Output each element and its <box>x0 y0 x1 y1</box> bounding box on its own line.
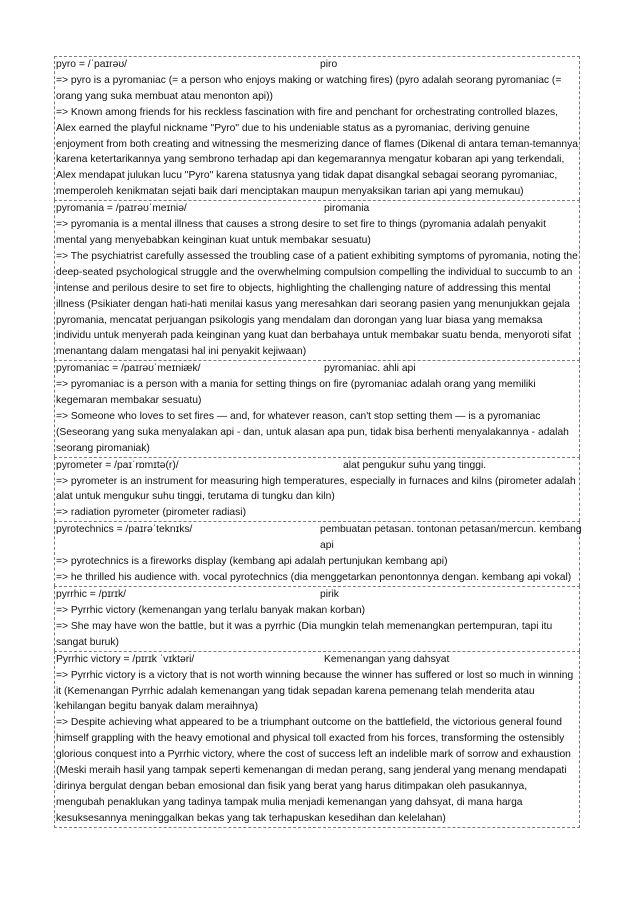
vocab-entry <box>54 360 580 456</box>
entry-headword <box>56 587 578 603</box>
example-sentence: => Pyrrhic victory (kemenangan yang terlalu banyak makan korban) <box>56 605 366 616</box>
entry-headword <box>56 57 578 73</box>
headword-pronunciation: pyrometer = /paɪˈrɒmɪtə(r)/ <box>56 459 179 471</box>
vocab-entry <box>54 457 580 522</box>
vocab-entry <box>54 651 580 828</box>
headword-pronunciation: pyrotechnics = /paɪrəˈteknɪks/ <box>56 524 193 536</box>
entry-headword <box>56 201 578 217</box>
example-sentence: => Known among friends for his reckless fascination with fire and penchant for orchestrating controlled blazes, Alex earned the playful nickname "Pyro" due to his undeniable status as a pyromaniac, deriving genuine enjoyment from both creating and witnessing the mesmerizing dance of flames (Dikenal di antara teman-temannya karena ketertarikannya yang sembrono terhadap api dan kegemarannya mengatur kobaran api yang terkendali, Alex mendapat julukan lucu "Pyro" karena statusnya yang tidak dapat disangkal sebagai seorang pyromaniac, memperoleh kenikmatan sejati baik dari menciptakan maupun menyaksikan tarian api yang memukau) <box>56 106 578 198</box>
example-sentence: => Despite achieving what appeared to be a triumphant outcome on the battlefield, the victorious general found himself grappling with the heavy emotional and physical toll exacted from his forces, transforming the ostensibly glorious conquest into a Pyrrhic victory, where the cost of success left an indelible mark of sorrow and exhaustion (Meski meraih hasil yang tampak seperti kemenangan di medan perang, sang jenderal yang menang mendapati dirinya bergulat dengan beban emosional dan fisik yang berat yang harus ditimpakan oleh pasukannya, mengubah penaklukan yang tadinya tampak mulia menjadi kemenangan yang dahsyat, di mana harga kesuksesannya meninggalkan bekas yang tak terhapuskan kesedihan dan kelelahan) <box>56 717 571 824</box>
headword-translation: Kemenangan yang dahsyat <box>324 653 450 665</box>
vocab-entry <box>54 56 580 200</box>
example-sentence: => pyromaniac is a person with a mania for setting things on fire (pyromaniac adalah orang yang memiliki kegemaran membakar sesuatu) <box>56 379 536 407</box>
example-sentence: => radiation pyrometer (pirometer radiasi) <box>56 507 246 519</box>
example-sentence: => pyrometer is an instrument for measuring high temperatures, especially in furnaces and kilns (pirometer adalah alat untuk mengukur suhu tinggi, terutama di tungku dan kiln) <box>56 475 576 503</box>
example-sentence: => pyrotechnics is a fireworks display (kembang api adalah pertunjukan kembang api) <box>56 556 448 568</box>
example-sentence: => The psychiatrist carefully assessed the troubling case of a patient exhibiting symptoms of pyromania, noting the deep-seated psychological struggle and the overwhelming compulsion compelling the individual to succumb to an intense and perilous desire to set fire to objects, highlighting the challenging nature of addressing this mental illness (Psikiater dengan hati-hati menilai kasus yang meresahkan dari seorang pasien yang menunjukkan gejala pyromania, mencatat perjuangan psikologis yang mendalam dan dorongan yang luar biasa yang memaksa individu untuk menyerah pada keinginan yang kuat dan berbahaya untuk membakar suatu benda, menyoroti sifat menantang dalam mengatasi hal ini penyakit kejiwaan) <box>56 250 578 358</box>
entry-headword <box>56 522 582 554</box>
entry-headword <box>56 361 578 377</box>
example-sentence: => Someone who loves to set fires — and, for whatever reason, can't stop setting them — is a pyromaniac (Seseorang yang suka menyalakan api - dan, untuk alasan apa pun, tidak bisa berhenti menyalakannya - adalah seorang piromaniak) <box>56 410 569 454</box>
example-sentence: => pyro is a pyromaniac (= a person who enjoys making or watching fires) (pyro adalah seorang pyromaniac (= orang yang suka membuat atau menonton api)) <box>56 74 562 102</box>
headword-pronunciation: pyro = /ˈpaɪrəʊ/ <box>56 59 128 70</box>
vocab-entry <box>54 586 580 651</box>
headword-translation: piromania <box>324 203 370 215</box>
headword-translation: alat pengukur suhu yang tinggi. <box>343 459 487 471</box>
example-sentence: => She may have won the battle, but it was a pyrrhic (Dia mungkin telah memenangkan pertempuran, tapi itu sangat buruk) <box>56 620 553 648</box>
vocab-entry <box>54 521 580 586</box>
headword-translation: pembuatan petasan. tontonan petasan/mercun. kembang api <box>320 524 582 552</box>
example-sentence: => he thrilled his audience with. vocal pyrotechnics (dia menggetarkan penontonnya dengan. kembang api vokal) <box>56 572 572 584</box>
headword-translation: piro <box>320 59 338 70</box>
headword-pronunciation: pyromaniac = /paɪrəʊˈmeɪniæk/ <box>56 363 201 375</box>
vocab-entry <box>54 200 580 360</box>
headword-pronunciation: pyromania = /paɪrəʊˈmeɪniə/ <box>56 203 187 215</box>
example-sentence: => pyromania is a mental illness that causes a strong desire to set fire to things (pyromania adalah penyakit mental yang menyebabkan keinginan kuat untuk membakar sesuatu) <box>56 219 546 246</box>
example-sentence: => Pyrrhic victory is a victory that is not worth winning because the winner has suffered or lost so much in winning it (Kemenangan Pyrrhic adalah kemenangan yang tidak sepadan karena pemenang telah menderita atau kehilangan begitu banyak dalam meraihnya) <box>56 669 574 713</box>
headword-pronunciation: Pyrrhic victory = /pɪrɪk ˈvɪktəri/ <box>56 653 195 665</box>
vocabulary-page <box>54 56 580 828</box>
headword-pronunciation: pyrrhic = /pɪrɪk/ <box>56 589 126 601</box>
headword-translation: pyromaniac. ahli api <box>324 363 416 375</box>
headword-translation: pirik <box>320 589 339 601</box>
entry-headword <box>56 652 578 668</box>
entry-headword <box>56 458 578 474</box>
